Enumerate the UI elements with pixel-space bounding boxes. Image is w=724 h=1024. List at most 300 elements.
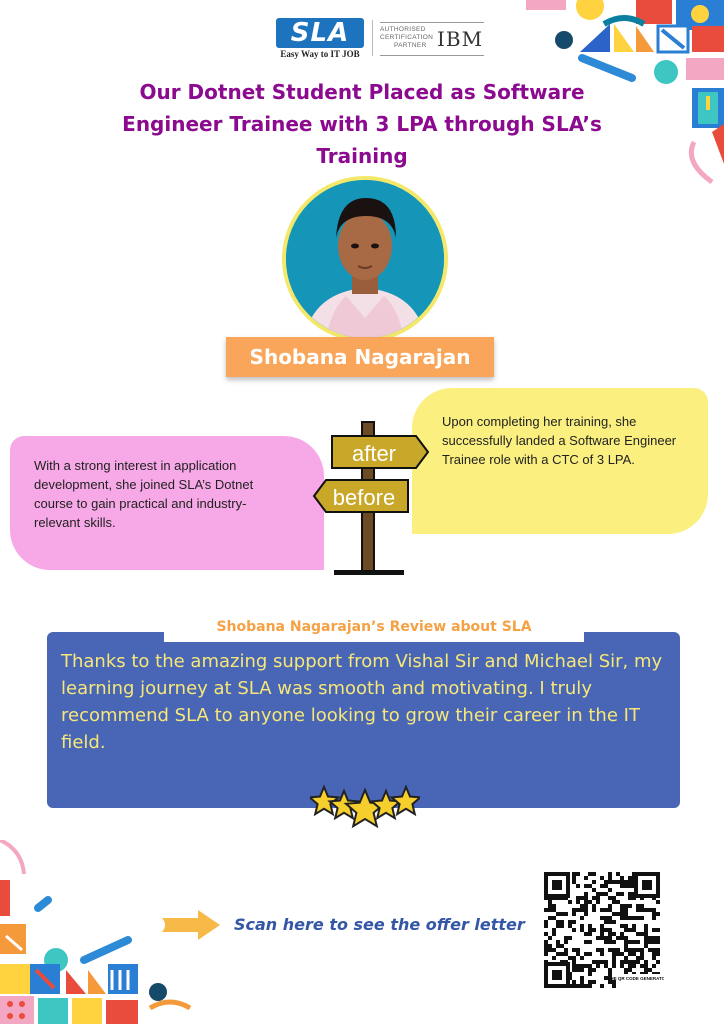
qr-module (604, 964, 608, 968)
qr-module (636, 948, 640, 952)
qr-module (552, 904, 556, 908)
qr-module (616, 880, 620, 884)
qr-module (628, 940, 632, 944)
partner-rule-bottom (380, 55, 484, 56)
qr-module (584, 964, 588, 968)
qr-module (596, 948, 600, 952)
qr-module (544, 940, 548, 944)
qr-module (612, 912, 616, 916)
qr-module (640, 916, 644, 920)
qr-module (628, 880, 632, 884)
qr-module (636, 956, 640, 960)
qr-module (644, 936, 648, 940)
qr-module (556, 944, 560, 948)
qr-module (632, 948, 636, 952)
qr-module (544, 952, 548, 956)
scan-label: Scan here to see the offer letter (234, 915, 525, 934)
qr-module (608, 968, 612, 972)
qr-module (580, 904, 584, 908)
qr-module (576, 952, 580, 956)
qr-module (596, 896, 600, 900)
qr-module (556, 952, 560, 956)
qr-module (644, 968, 648, 972)
page-title: Our Dotnet Student Placed as Software Engineer Trainee with 3 LPA through SLA’s Training (122, 80, 602, 168)
qr-module (652, 956, 656, 960)
qr-module (580, 924, 584, 928)
qr-module (624, 956, 628, 960)
qr-module (640, 908, 644, 912)
qr-module (620, 960, 624, 964)
qr-module (652, 908, 656, 912)
qr-module (652, 940, 656, 944)
qr-module (588, 924, 592, 928)
student-name: Shobana Nagarajan (226, 337, 494, 377)
qr-module (628, 892, 632, 896)
qr-module (600, 928, 604, 932)
qr-module (648, 940, 652, 944)
qr-module (568, 956, 572, 960)
qr-module (624, 948, 628, 952)
qr-module (548, 944, 552, 948)
qr-module (656, 948, 660, 952)
qr-module (548, 916, 552, 920)
qr-module (564, 936, 568, 940)
qr-module (576, 908, 580, 912)
qr-module (552, 916, 556, 920)
qr-module (592, 872, 596, 876)
qr-module (628, 876, 632, 880)
qr-module (632, 960, 636, 964)
qr-module (624, 928, 628, 932)
qr-module (644, 944, 648, 948)
qr-module (552, 932, 556, 936)
portrait-illustration (286, 180, 444, 338)
qr-module (572, 984, 576, 988)
qr-module (592, 960, 596, 964)
qr-module (576, 968, 580, 972)
qr-module (580, 984, 584, 988)
sla-logo-mark: SLA (276, 18, 364, 48)
qr-module (576, 884, 580, 888)
qr-module (624, 884, 628, 888)
qr-module (576, 872, 580, 876)
qr-module (544, 908, 548, 912)
qr-module (656, 936, 660, 940)
qr-module (592, 908, 596, 912)
qr-module (572, 968, 576, 972)
qr-module (624, 924, 628, 928)
qr-module (580, 908, 584, 912)
qr-module (620, 880, 624, 884)
qr-module (608, 908, 612, 912)
qr-module (552, 908, 556, 912)
qr-module (632, 928, 636, 932)
student-photo (282, 176, 448, 342)
star-icon (392, 787, 420, 814)
qr-module (604, 936, 608, 940)
logo-divider (372, 20, 373, 56)
qr-module (572, 980, 576, 984)
qr-module (572, 948, 576, 952)
arrow-right-icon (160, 908, 222, 942)
qr-module (612, 956, 616, 960)
qr-module (616, 936, 620, 940)
qr-module (648, 968, 652, 972)
qr-module (616, 892, 620, 896)
qr-module (636, 904, 640, 908)
qr-module (608, 876, 612, 880)
qr-module (652, 936, 656, 940)
qr-caption: THE QR CODE GENERATOR (607, 976, 664, 981)
qr-module (572, 956, 576, 960)
star-icon (372, 791, 401, 818)
qr-module (640, 964, 644, 968)
qr-module (600, 884, 604, 888)
qr-module (556, 924, 560, 928)
qr-module (600, 948, 604, 952)
qr-module (628, 964, 632, 968)
offer-letter-qr-code[interactable] (540, 868, 664, 992)
qr-module (556, 940, 560, 944)
qr-module (620, 932, 624, 936)
qr-module (584, 904, 588, 908)
qr-module (612, 952, 616, 956)
qr-module (612, 880, 616, 884)
qr-module (612, 948, 616, 952)
qr-module (604, 892, 608, 896)
qr-module (644, 924, 648, 928)
qr-module (624, 912, 628, 916)
sla-logo-tagline: Easy Way to IT JOB (280, 49, 360, 59)
qr-module (552, 948, 556, 952)
partner-line-1: AUTHORISED (380, 26, 426, 33)
qr-module (588, 884, 592, 888)
qr-module (548, 900, 552, 904)
qr-module (656, 900, 660, 904)
qr-module (652, 928, 656, 932)
qr-module (612, 900, 616, 904)
qr-module (648, 908, 652, 912)
qr-module (580, 896, 584, 900)
qr-module (604, 928, 608, 932)
qr-module (560, 944, 564, 948)
qr-module (544, 932, 548, 936)
qr-module (544, 944, 548, 948)
qr-module (576, 900, 580, 904)
qr-module (620, 964, 624, 968)
qr-module (612, 920, 616, 924)
qr-module (628, 884, 632, 888)
qr-module (616, 952, 620, 956)
qr-module (584, 900, 588, 904)
qr-module (600, 924, 604, 928)
qr-module (644, 940, 648, 944)
qr-module (620, 952, 624, 956)
qr-module (588, 952, 592, 956)
qr-module (584, 932, 588, 936)
qr-module (592, 888, 596, 892)
qr-module (572, 908, 576, 912)
qr-module (600, 876, 604, 880)
qr-module (624, 916, 628, 920)
qr-module (652, 916, 656, 920)
qr-module (628, 948, 632, 952)
qr-module (644, 964, 648, 968)
qr-module (636, 916, 640, 920)
qr-module (548, 948, 552, 952)
qr-module (608, 872, 612, 876)
qr-module (620, 912, 624, 916)
qr-module (568, 920, 572, 924)
partner-line-3: PARTNER (394, 42, 427, 49)
qr-module (604, 884, 608, 888)
qr-module (572, 880, 576, 884)
qr-module (584, 876, 588, 880)
qr-module (636, 908, 640, 912)
qr-module (612, 984, 616, 988)
qr-module (632, 952, 636, 956)
qr-module (608, 896, 612, 900)
qr-module (608, 940, 612, 944)
qr-module (568, 936, 572, 940)
qr-module (588, 932, 592, 936)
qr-module (608, 932, 612, 936)
qr-module (580, 964, 584, 968)
qr-module (600, 984, 604, 988)
qr-module (652, 948, 656, 952)
qr-module (624, 908, 628, 912)
qr-module (560, 920, 564, 924)
qr-module (632, 924, 636, 928)
qr-module (620, 924, 624, 928)
qr-module (616, 912, 620, 916)
qr-module (628, 904, 632, 908)
qr-module (588, 980, 592, 984)
qr-module (572, 920, 576, 924)
qr-module (600, 892, 604, 896)
qr-module (556, 912, 560, 916)
qr-module (624, 904, 628, 908)
qr-module (644, 928, 648, 932)
qr-module (624, 968, 628, 972)
qr-module (600, 952, 604, 956)
qr-module (620, 892, 624, 896)
qr-module (580, 980, 584, 984)
qr-module (596, 960, 600, 964)
qr-module (620, 884, 624, 888)
qr-module (640, 948, 644, 952)
after-description-box (412, 388, 708, 534)
qr-module (584, 896, 588, 900)
qr-module (608, 916, 612, 920)
qr-module (648, 936, 652, 940)
qr-module (628, 916, 632, 920)
qr-module (640, 952, 644, 956)
qr-module (644, 960, 648, 964)
qr-module (600, 960, 604, 964)
qr-module (552, 928, 556, 932)
qr-module (548, 936, 552, 940)
qr-module (608, 880, 612, 884)
qr-module (612, 932, 616, 936)
qr-module (572, 928, 576, 932)
qr-module (608, 888, 612, 892)
qr-module (564, 952, 568, 956)
qr-module (612, 964, 616, 968)
qr-module (636, 932, 640, 936)
qr-module (632, 964, 636, 968)
qr-module (628, 952, 632, 956)
qr-module (592, 968, 596, 972)
qr-module (580, 968, 584, 972)
qr-module (544, 920, 548, 924)
qr-module (616, 900, 620, 904)
qr-module (564, 912, 568, 916)
qr-module (572, 960, 576, 964)
qr-module (580, 956, 584, 960)
qr-module (564, 948, 568, 952)
qr-module (576, 948, 580, 952)
before-description-box (10, 436, 324, 570)
qr-module (600, 908, 604, 912)
qr-module (640, 956, 644, 960)
ibm-partner-badge (380, 22, 490, 56)
ibm-logo-text: IBM (437, 27, 484, 51)
qr-module (608, 904, 612, 908)
qr-module (588, 972, 592, 976)
qr-module (656, 960, 660, 964)
qr-module (544, 924, 548, 928)
qr-module (640, 932, 644, 936)
qr-module (560, 924, 564, 928)
qr-module (588, 940, 592, 944)
qr-module (584, 952, 588, 956)
qr-module (568, 924, 572, 928)
qr-module (628, 928, 632, 932)
qr-module (576, 964, 580, 968)
signpost-icon (312, 418, 432, 576)
qr-module (548, 908, 552, 912)
qr-module (572, 964, 576, 968)
qr-module (612, 960, 616, 964)
qr-module (584, 912, 588, 916)
qr-module (640, 904, 644, 908)
qr-module (628, 896, 632, 900)
qr-module (572, 912, 576, 916)
qr-module (616, 948, 620, 952)
qr-module (588, 928, 592, 932)
qr-module (592, 904, 596, 908)
qr-module (596, 964, 600, 968)
sign-after: after (351, 441, 397, 466)
qr-module (608, 928, 612, 932)
qr-module (608, 936, 612, 940)
qr-module (604, 908, 608, 912)
qr-module (584, 940, 588, 944)
qr-module (608, 920, 612, 924)
qr-module (604, 940, 608, 944)
qr-module (612, 940, 616, 944)
partner-line-2: CERTIFICATION (380, 34, 434, 41)
qr-module (648, 948, 652, 952)
qr-module (552, 956, 556, 960)
qr-module (596, 900, 600, 904)
qr-module (600, 932, 604, 936)
qr-module (656, 940, 660, 944)
qr-module (632, 916, 636, 920)
qr-module (636, 940, 640, 944)
qr-module (588, 900, 592, 904)
qr-module (584, 884, 588, 888)
qr-module (600, 916, 604, 920)
qr-module (644, 908, 648, 912)
qr-module (584, 908, 588, 912)
qr-module (584, 984, 588, 988)
rating-stars (310, 782, 420, 834)
qr-module (592, 928, 596, 932)
qr-module (644, 932, 648, 936)
qr-module (572, 876, 576, 880)
qr-module (596, 892, 600, 896)
qr-module (604, 916, 608, 920)
qr-module (616, 872, 620, 876)
sign-before: before (332, 485, 396, 510)
qr-module (620, 936, 624, 940)
qr-module (596, 936, 600, 940)
qr-module (584, 892, 588, 896)
after-text: Upon completing her training, she successfully landed a Software Engineer Trainee role with a CTC of 3 LPA. (442, 414, 677, 467)
qr-module (612, 896, 616, 900)
qr-module (556, 920, 560, 924)
qr-module (580, 976, 584, 980)
qr-module (620, 908, 624, 912)
qr-module (580, 928, 584, 932)
qr-module (656, 912, 660, 916)
qr-module (576, 984, 580, 988)
qr-module (592, 880, 596, 884)
qr-module (604, 920, 608, 924)
qr-module (568, 900, 572, 904)
qr-module (620, 916, 624, 920)
qr-module (604, 880, 608, 884)
qr-module (624, 936, 628, 940)
qr-module (592, 980, 596, 984)
sla-logo (276, 18, 364, 58)
qr-module (632, 940, 636, 944)
qr-module (624, 940, 628, 944)
qr-module (624, 960, 628, 964)
qr-module (544, 948, 548, 952)
review-header: Shobana Nagarajan’s Review about SLA (164, 612, 584, 642)
before-text: With a strong interest in application development, she joined SLA’s Dotnet course to gain practical and industry-relevant skills. (34, 458, 254, 530)
review-text: Thanks to the amazing support from Vishal Sir and Michael Sir, my learning journey at SLA was smooth and motivating. I truly recommend SLA to anyone looking to grow their career in the IT field. (61, 651, 663, 753)
qr-module (604, 960, 608, 964)
qr-module (624, 880, 628, 884)
qr-module (580, 916, 584, 920)
qr-module (572, 872, 576, 876)
qr-module (652, 952, 656, 956)
qr-module (636, 960, 640, 964)
qr-module (588, 872, 592, 876)
qr-module (588, 968, 592, 972)
qr-module (564, 940, 568, 944)
qr-module (624, 944, 628, 948)
qr-module (620, 904, 624, 908)
qr-module (588, 984, 592, 988)
qr-module (628, 968, 632, 972)
qr-module (652, 912, 656, 916)
qr-module (588, 964, 592, 968)
